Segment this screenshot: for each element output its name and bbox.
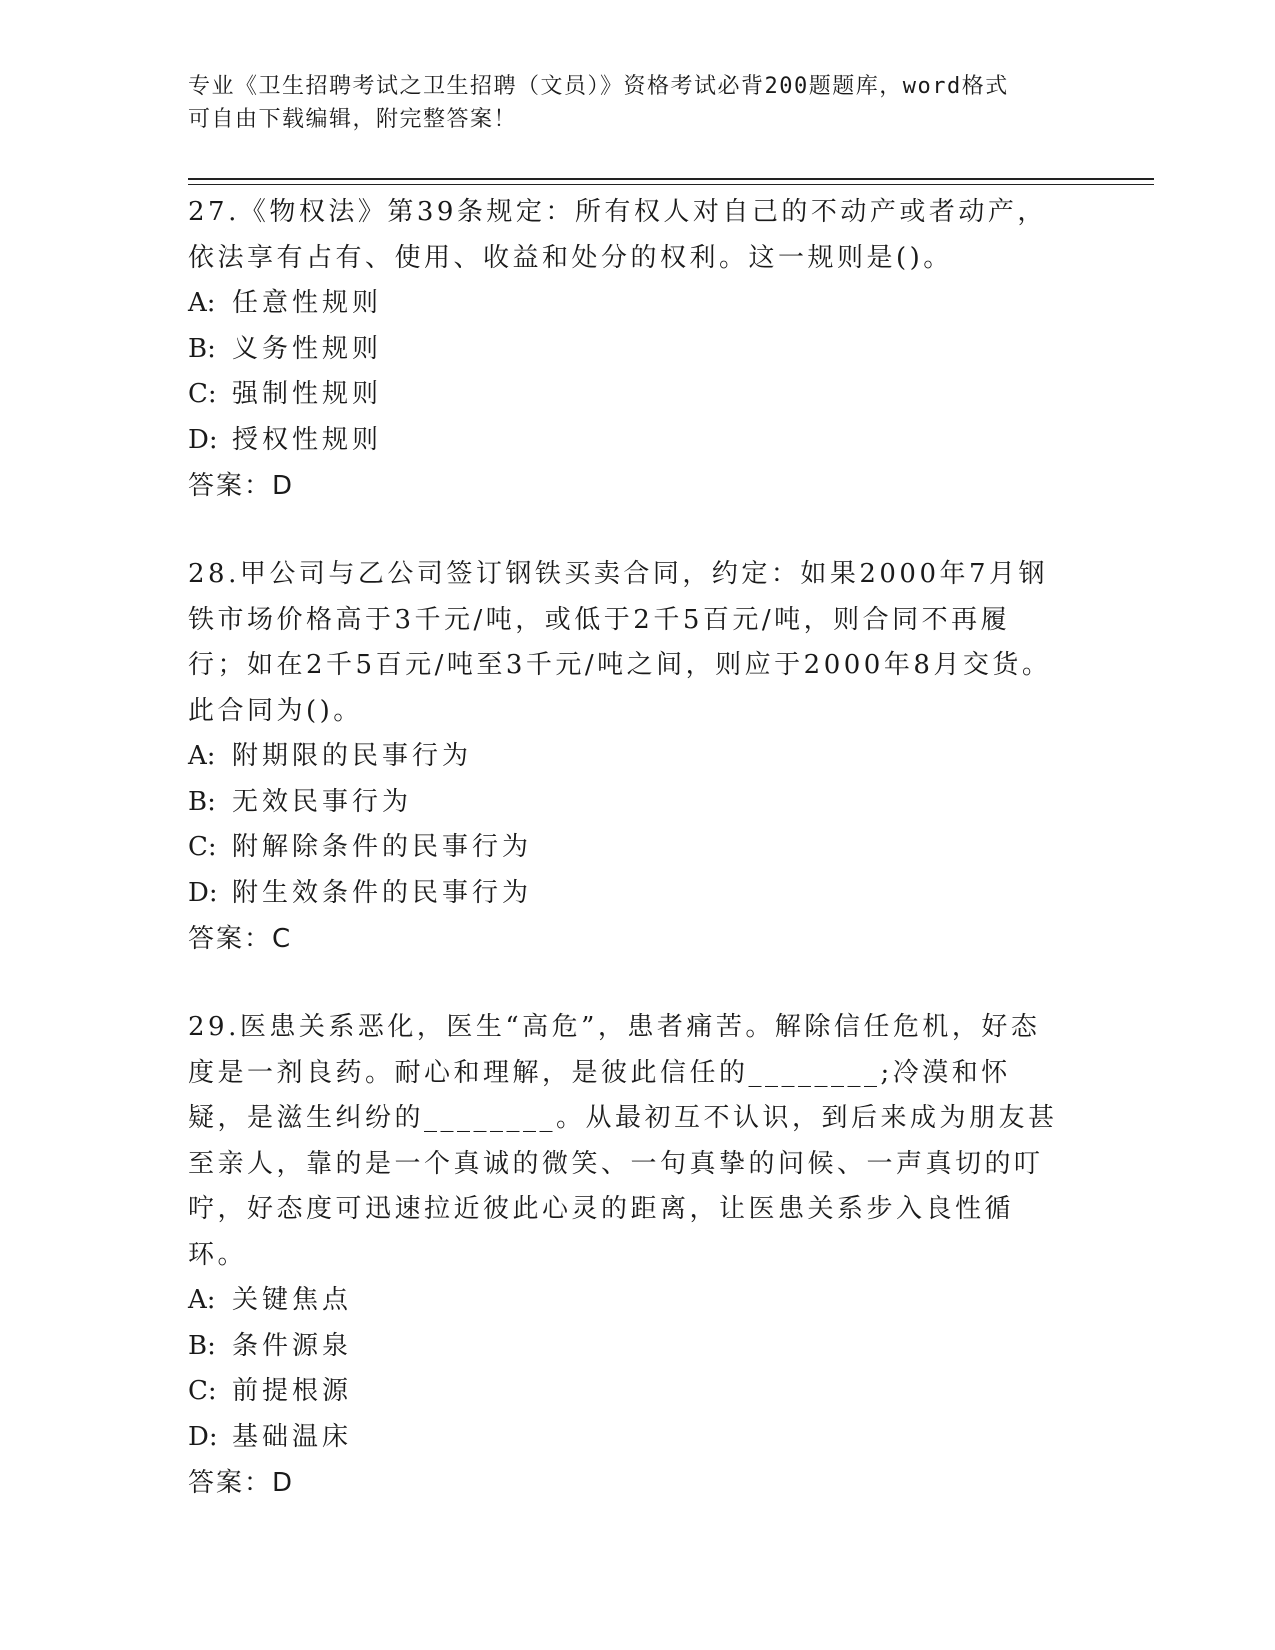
- header-divider-thick: [188, 178, 1154, 180]
- option-letter: B:: [188, 1330, 216, 1361]
- option-letter: A:: [188, 288, 216, 318]
- option-b: [188, 780, 1068, 826]
- option-d: [188, 418, 1068, 464]
- option-b: [188, 327, 1068, 373]
- option-text: 强制性规则: [232, 379, 383, 409]
- question-stem: 27.《物权法》第39条规定：所有权人对自己的不动产或者动产，依法享有占有、使用、收益和处分的权利。这一规则是()。: [188, 197, 1047, 273]
- option-letter: A:: [188, 741, 216, 771]
- option-letter: B:: [188, 333, 216, 364]
- option-c: [188, 825, 1068, 871]
- answer-line: 答案：C: [188, 924, 293, 954]
- answer-line: 答案：D: [188, 1468, 295, 1498]
- option-letter: D:: [188, 1421, 218, 1452]
- option-letter: D:: [188, 424, 218, 455]
- option-a: [188, 734, 1068, 780]
- header-line-2: 可自由下载编辑，附完整答案！: [188, 107, 518, 132]
- option-text: 附期限的民事行为: [232, 741, 473, 771]
- option-text: 基础温床: [232, 1421, 353, 1452]
- option-text: 附生效条件的民事行为: [232, 877, 533, 908]
- option-text: 关键焦点: [232, 1285, 353, 1315]
- option-letter: C:: [188, 832, 217, 862]
- header-line-1: 专业《卫生招聘考试之卫生招聘（文员）》资格考试必背200题题库，word格式: [188, 74, 1009, 99]
- option-a: [188, 281, 1068, 327]
- option-text: 附解除条件的民事行为: [232, 832, 533, 862]
- option-text: 任意性规则: [232, 288, 383, 318]
- option-text: 授权性规则: [232, 424, 383, 455]
- question-27: [188, 190, 1068, 509]
- option-text: 前提根源: [232, 1376, 353, 1406]
- question-29: [188, 1005, 1068, 1506]
- document-header: [188, 70, 1068, 136]
- option-letter: B:: [188, 786, 216, 817]
- question-28: [188, 552, 1068, 962]
- option-letter: C:: [188, 379, 217, 409]
- option-letter: C:: [188, 1376, 217, 1406]
- option-text: 条件源泉: [232, 1330, 353, 1361]
- option-letter: D:: [188, 877, 218, 908]
- option-d: [188, 871, 1068, 917]
- answer-line: 答案：D: [188, 471, 295, 501]
- option-text: 无效民事行为: [232, 786, 413, 817]
- option-letter: A:: [188, 1285, 216, 1315]
- option-text: 义务性规则: [232, 333, 383, 364]
- question-stem: 28.甲公司与乙公司签订钢铁买卖合同，约定：如果2000年7月钢铁市场价格高于3千元/吨，或低于2千5百元/吨，则合同不再履行；如在2千5百元/吨至3千元/吨之间，则应于2000年8月交货。此合同为()。: [188, 559, 1052, 726]
- option-c: [188, 372, 1068, 418]
- question-stem: 29.医患关系恶化，医生“高危”，患者痛苦。解除信任危机，好态度是一剂良药。耐心和理解，是彼此信任的________;冷漠和怀疑，是滋生纠纷的________。从最初互不认识，到后来成为朋友甚至亲人，靠的是一个真诚的微笑、一句真挚的问候、一声真切的叮咛，好态度可迅速拉近彼此心灵的距离，让医患关系步入良性循环。: [188, 1012, 1058, 1270]
- option-b: [188, 1324, 1068, 1370]
- option-d: [188, 1415, 1068, 1461]
- option-a: [188, 1278, 1068, 1324]
- option-c: [188, 1369, 1068, 1415]
- header-divider-thin: [188, 184, 1154, 185]
